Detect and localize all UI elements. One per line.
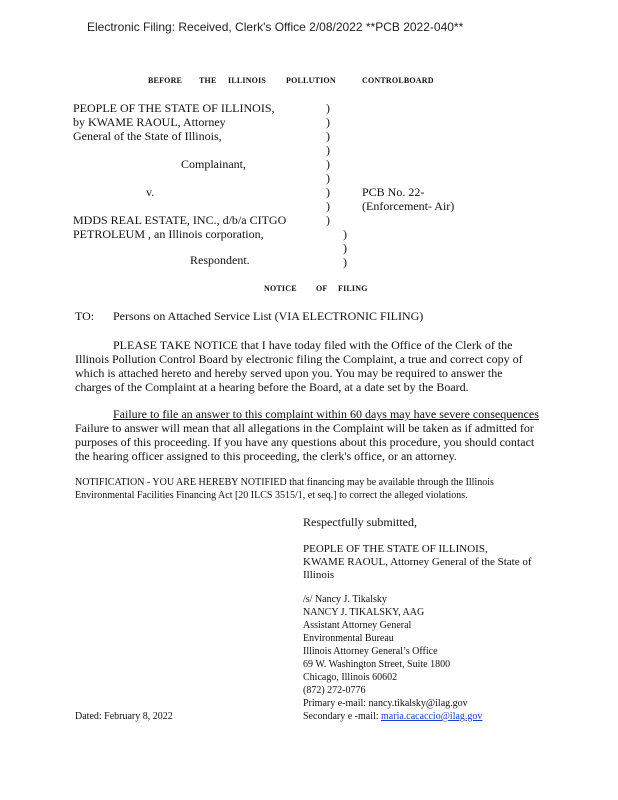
board-header-pollution: POLLUTION bbox=[286, 76, 336, 85]
case-type: (Enforcement- Air) bbox=[362, 199, 455, 213]
complainant-line-3: General of the State of Illinois, bbox=[73, 129, 222, 143]
notification-line: NOTIFICATION - YOU ARE HEREBY NOTIFIED that financing may be available through the Illinois bbox=[75, 477, 494, 488]
primary-email: Primary e-mail: nancy.tikalsky@ilag.gov bbox=[303, 698, 468, 709]
complainant-line-2: by KWAME RAOUL, Attorney bbox=[73, 115, 226, 129]
respondent-line-2: PETROLEUM , an Illinois corporation, bbox=[73, 227, 264, 241]
secondary-email-row bbox=[303, 711, 482, 723]
para2-line: Failure to answer will mean that all allegations in the Complaint will be taken as if admitted for bbox=[75, 421, 534, 435]
notice-title-word: NOTICE bbox=[264, 284, 297, 293]
filing-stamp: Electronic Filing: Received, Clerk's Office 2/08/2022 **PCB 2022-040** bbox=[87, 20, 464, 34]
respondent-role: Respondent. bbox=[190, 253, 250, 267]
signature-line: KWAME RAOUL, Attorney General of the State of bbox=[303, 556, 532, 568]
signer-line: Chicago, Illinois 60602 bbox=[303, 672, 398, 683]
notice-title-word: OF bbox=[316, 284, 328, 293]
para1-line: Illinois Pollution Control Board by electronic filing the Complaint, a true and correct copy of bbox=[75, 352, 523, 366]
caption-paren: ) bbox=[326, 143, 330, 157]
signer-line: 69 W. Washington Street, Suite 1800 bbox=[303, 659, 451, 670]
para1-line: PLEASE TAKE NOTICE that I have today filed with the Office of the Clerk of the bbox=[113, 338, 513, 352]
notice-title-word: FILING bbox=[338, 284, 368, 293]
secondary-email-link[interactable]: maria.cacaccio@ilag.gov bbox=[381, 711, 483, 722]
board-header-controlboard: CONTROLBOARD bbox=[362, 76, 434, 85]
complainant-line-1: PEOPLE OF THE STATE OF ILLINOIS, bbox=[73, 101, 275, 115]
caption-paren: ) bbox=[343, 255, 347, 269]
caption-paren: ) bbox=[326, 101, 330, 115]
caption-paren: ) bbox=[326, 213, 330, 227]
para1-line: which is attached hereto and hereby served upon you. You may be required to answer the bbox=[75, 366, 503, 380]
secondary-email-label: Secondary e -mail: bbox=[303, 711, 382, 722]
board-header-before: BEFORE bbox=[148, 76, 183, 85]
dated: Dated: February 8, 2022 bbox=[75, 711, 173, 722]
case-number: PCB No. 22- bbox=[362, 185, 425, 199]
para2-line: Failure to file an answer to this complaint within 60 days may have severe consequences bbox=[113, 407, 539, 421]
caption-paren: ) bbox=[343, 227, 347, 241]
board-header-the: THE bbox=[199, 76, 217, 85]
signer-line: Assistant Attorney General bbox=[303, 620, 412, 631]
caption-paren: ) bbox=[326, 129, 330, 143]
signer-line: (872) 272-0776 bbox=[303, 685, 366, 696]
caption-paren: ) bbox=[326, 157, 330, 171]
caption-paren: ) bbox=[326, 115, 330, 129]
versus: v. bbox=[146, 185, 155, 199]
board-header-illinois: ILLINOIS bbox=[228, 76, 267, 85]
signature-line: PEOPLE OF THE STATE OF ILLINOIS, bbox=[303, 543, 488, 555]
para1-line: charges of the Complaint at a hearing before the Board, at a date set by the Board. bbox=[75, 380, 469, 394]
to-label: TO: bbox=[75, 309, 95, 323]
caption-paren: ) bbox=[326, 185, 330, 199]
caption-paren: ) bbox=[326, 199, 330, 213]
complainant-role: Complainant, bbox=[181, 157, 246, 171]
para2-line: the hearing officer assigned to this proceeding, the clerk's office, or an attorney. bbox=[75, 449, 457, 463]
notification-line: Environmental Facilities Financing Act [20 ILCS 3515/1, et seq.] to correct the alleged violations. bbox=[75, 490, 468, 501]
para2-line: purposes of this proceeding. If you have any questions about this procedure, you should contact bbox=[75, 435, 535, 449]
notice-title-underline bbox=[254, 284, 368, 295]
respondent-line-1: MDDS REAL ESTATE, INC., d/b/a CITGO bbox=[73, 213, 287, 227]
to-text: Persons on Attached Service List (VIA ELECTRONIC FILING) bbox=[113, 309, 424, 323]
signer-line: Environmental Bureau bbox=[303, 633, 394, 644]
signer-line: NANCY J. TIKALSKY, AAG bbox=[303, 607, 425, 618]
signature-line: Illinois bbox=[303, 569, 335, 581]
signer-line: Illinois Attorney General’s Office bbox=[303, 646, 438, 657]
caption-paren: ) bbox=[326, 171, 330, 185]
signer-line: /s/ Nancy J. Tikalsky bbox=[303, 594, 387, 605]
caption-paren: ) bbox=[343, 241, 347, 255]
closing: Respectfully submitted, bbox=[303, 515, 417, 529]
